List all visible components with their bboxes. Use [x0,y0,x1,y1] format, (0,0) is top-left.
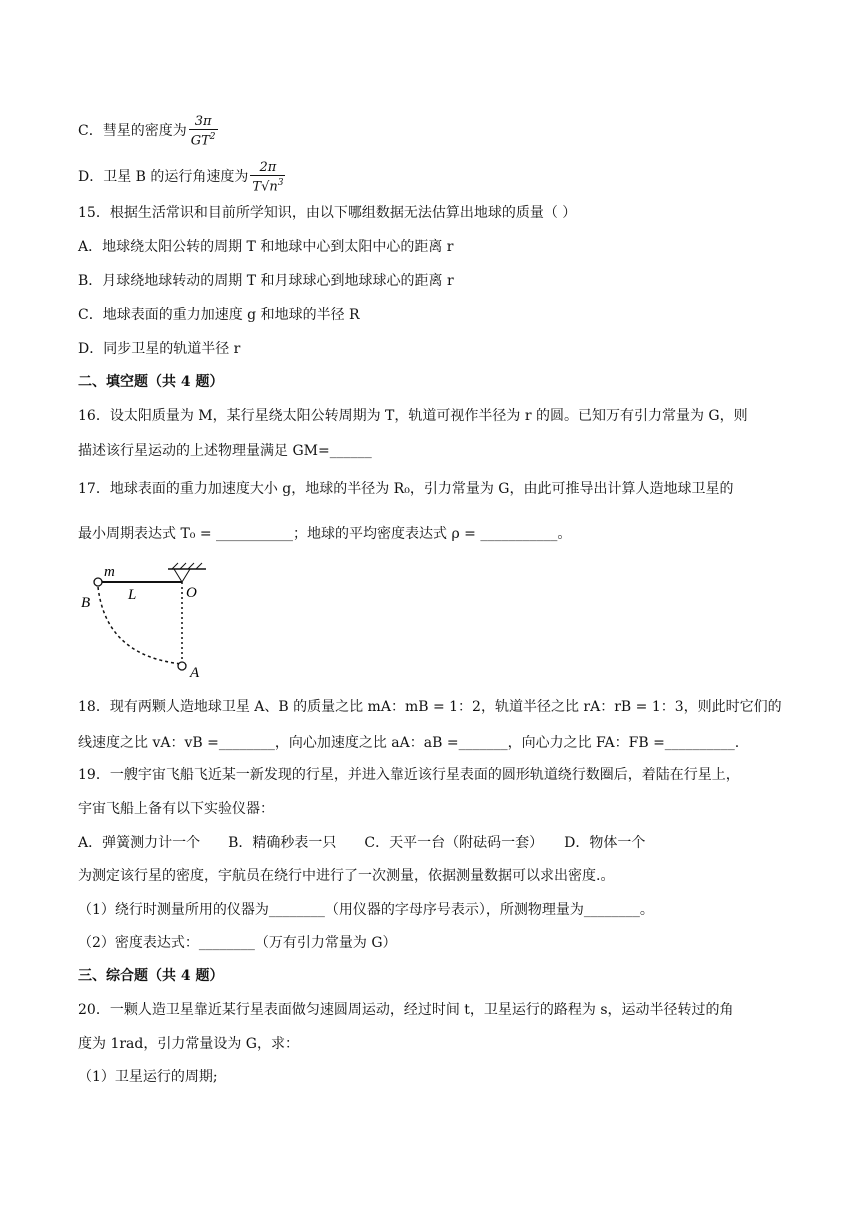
ball-end [178,662,186,670]
fraction-numerator: 3π [189,114,218,130]
q19-line-3: 为测定该行星的密度，宇航员在绕行中进行了一次测量，依据测量数据可以求出密度.。 [78,868,615,884]
q14-option-c-text: C．彗星的密度为 [78,123,187,140]
section-heading-comprehensive: 三、综合题（共 4 题） [78,968,224,984]
pendulum-diagram [78,560,218,680]
q18-line-1: 18．现有两颗人造地球卫星 A、B 的质量之比 mA：mB = 1：2，轨道半径之比 rA：rB = 1：3，则此时它们的 [78,699,782,715]
q15-option-a: A．地球绕太阳公转的周期 T 和地球中心到太阳中心的距离 r [78,239,454,255]
swing-arc [98,587,182,664]
q14-option-c [78,114,218,148]
q19-line-2: 宇宙飞船上备有以下实验仪器： [78,801,274,817]
q14-option-c-fraction [189,114,218,148]
q19-sub-2: （2）密度表达式：________（万有引力常量为 G） [78,935,397,951]
fraction-denominator-exponent: 2 [209,132,216,142]
q19-options: A．弹簧测力计一个 B．精确秒表一只 C．天平一台（附砝码一套） D．物体一个 [78,835,646,851]
q20-line-1: 20．一颗人造卫星靠近某行星表面做匀速圆周运动，经过时间 t，卫星运行的路程为 s，运动半径转过的角 [78,1002,734,1018]
q16-line-1: 16．设太阳质量为 M，某行星绕太阳公转周期为 T，轨道可视作半径为 r 的圆。已知万有引力常量为 G，则 [78,408,748,424]
fraction-numerator: 2π [250,160,285,176]
q14-option-d [78,160,285,194]
q15-option-b: B．月球绕地球转动的周期 T 和月球球心到地球球心的距离 r [78,273,454,289]
q17-line-2: 最小周期表达式 T₀ = ___________；地球的平均密度表达式 ρ = ___________。 [78,526,572,542]
fraction-denominator-base: T√n [252,179,278,195]
pivot-mark [174,569,190,582]
fraction-denominator-exponent: 3 [277,178,284,188]
q17-line-1: 17．地球表面的重力加速度大小 g，地球的半径为 R₀，引力常量为 G，由此可推导出计算人造地球卫星的 [78,481,734,497]
q14-option-d-fraction [250,160,285,194]
section-heading-fill-in: 二、填空题（共 4 题） [78,374,224,390]
q15-option-c: C．地球表面的重力加速度 g 和地球的半径 R [78,307,360,323]
fraction-denominator [250,176,285,194]
label-L: L [128,587,137,603]
ceiling-hatch [172,563,178,569]
q19-sub-1: （1）绕行时测量所用的仪器为________（用仪器的字母序号表示），所测物理量为________。 [78,902,654,918]
label-B: B [81,595,91,611]
q14-option-d-text: D．卫星 B 的运行角速度为 [78,169,249,186]
label-O: O [186,585,197,601]
q16-line-2: 描述该行星运动的上述物理量满足 GM=______ [78,443,372,459]
ball-start [94,578,102,586]
q20-line-2: 度为 1rad，引力常量设为 G，求： [78,1036,299,1052]
ceiling-hatch [180,563,186,569]
fraction-denominator [189,130,218,148]
ceiling-hatch [196,563,202,569]
q19-line-1: 19．一艘宇宙飞船飞近某一新发现的行星，并进入靠近该行星表面的圆形轨道绕行数圈后，着陆在行星上， [78,767,740,783]
label-m: m [104,564,115,580]
q18-line-2: 线速度之比 vA：vB =________，向心加速度之比 aA：aB =_______，向心力之比 FA：FB =__________. [78,735,740,751]
q20-sub-1: （1）卫星运行的周期; [78,1069,218,1085]
q15-option-d: D．同步卫星的轨道半径 r [78,341,241,357]
fraction-denominator-base: GT [190,133,210,149]
label-A: A [190,665,200,680]
ceiling-hatch [188,563,194,569]
q15-stem: 15．根据生活常识和目前所学知识，由以下哪组数据无法估算出地球的质量（ ） [78,205,577,221]
